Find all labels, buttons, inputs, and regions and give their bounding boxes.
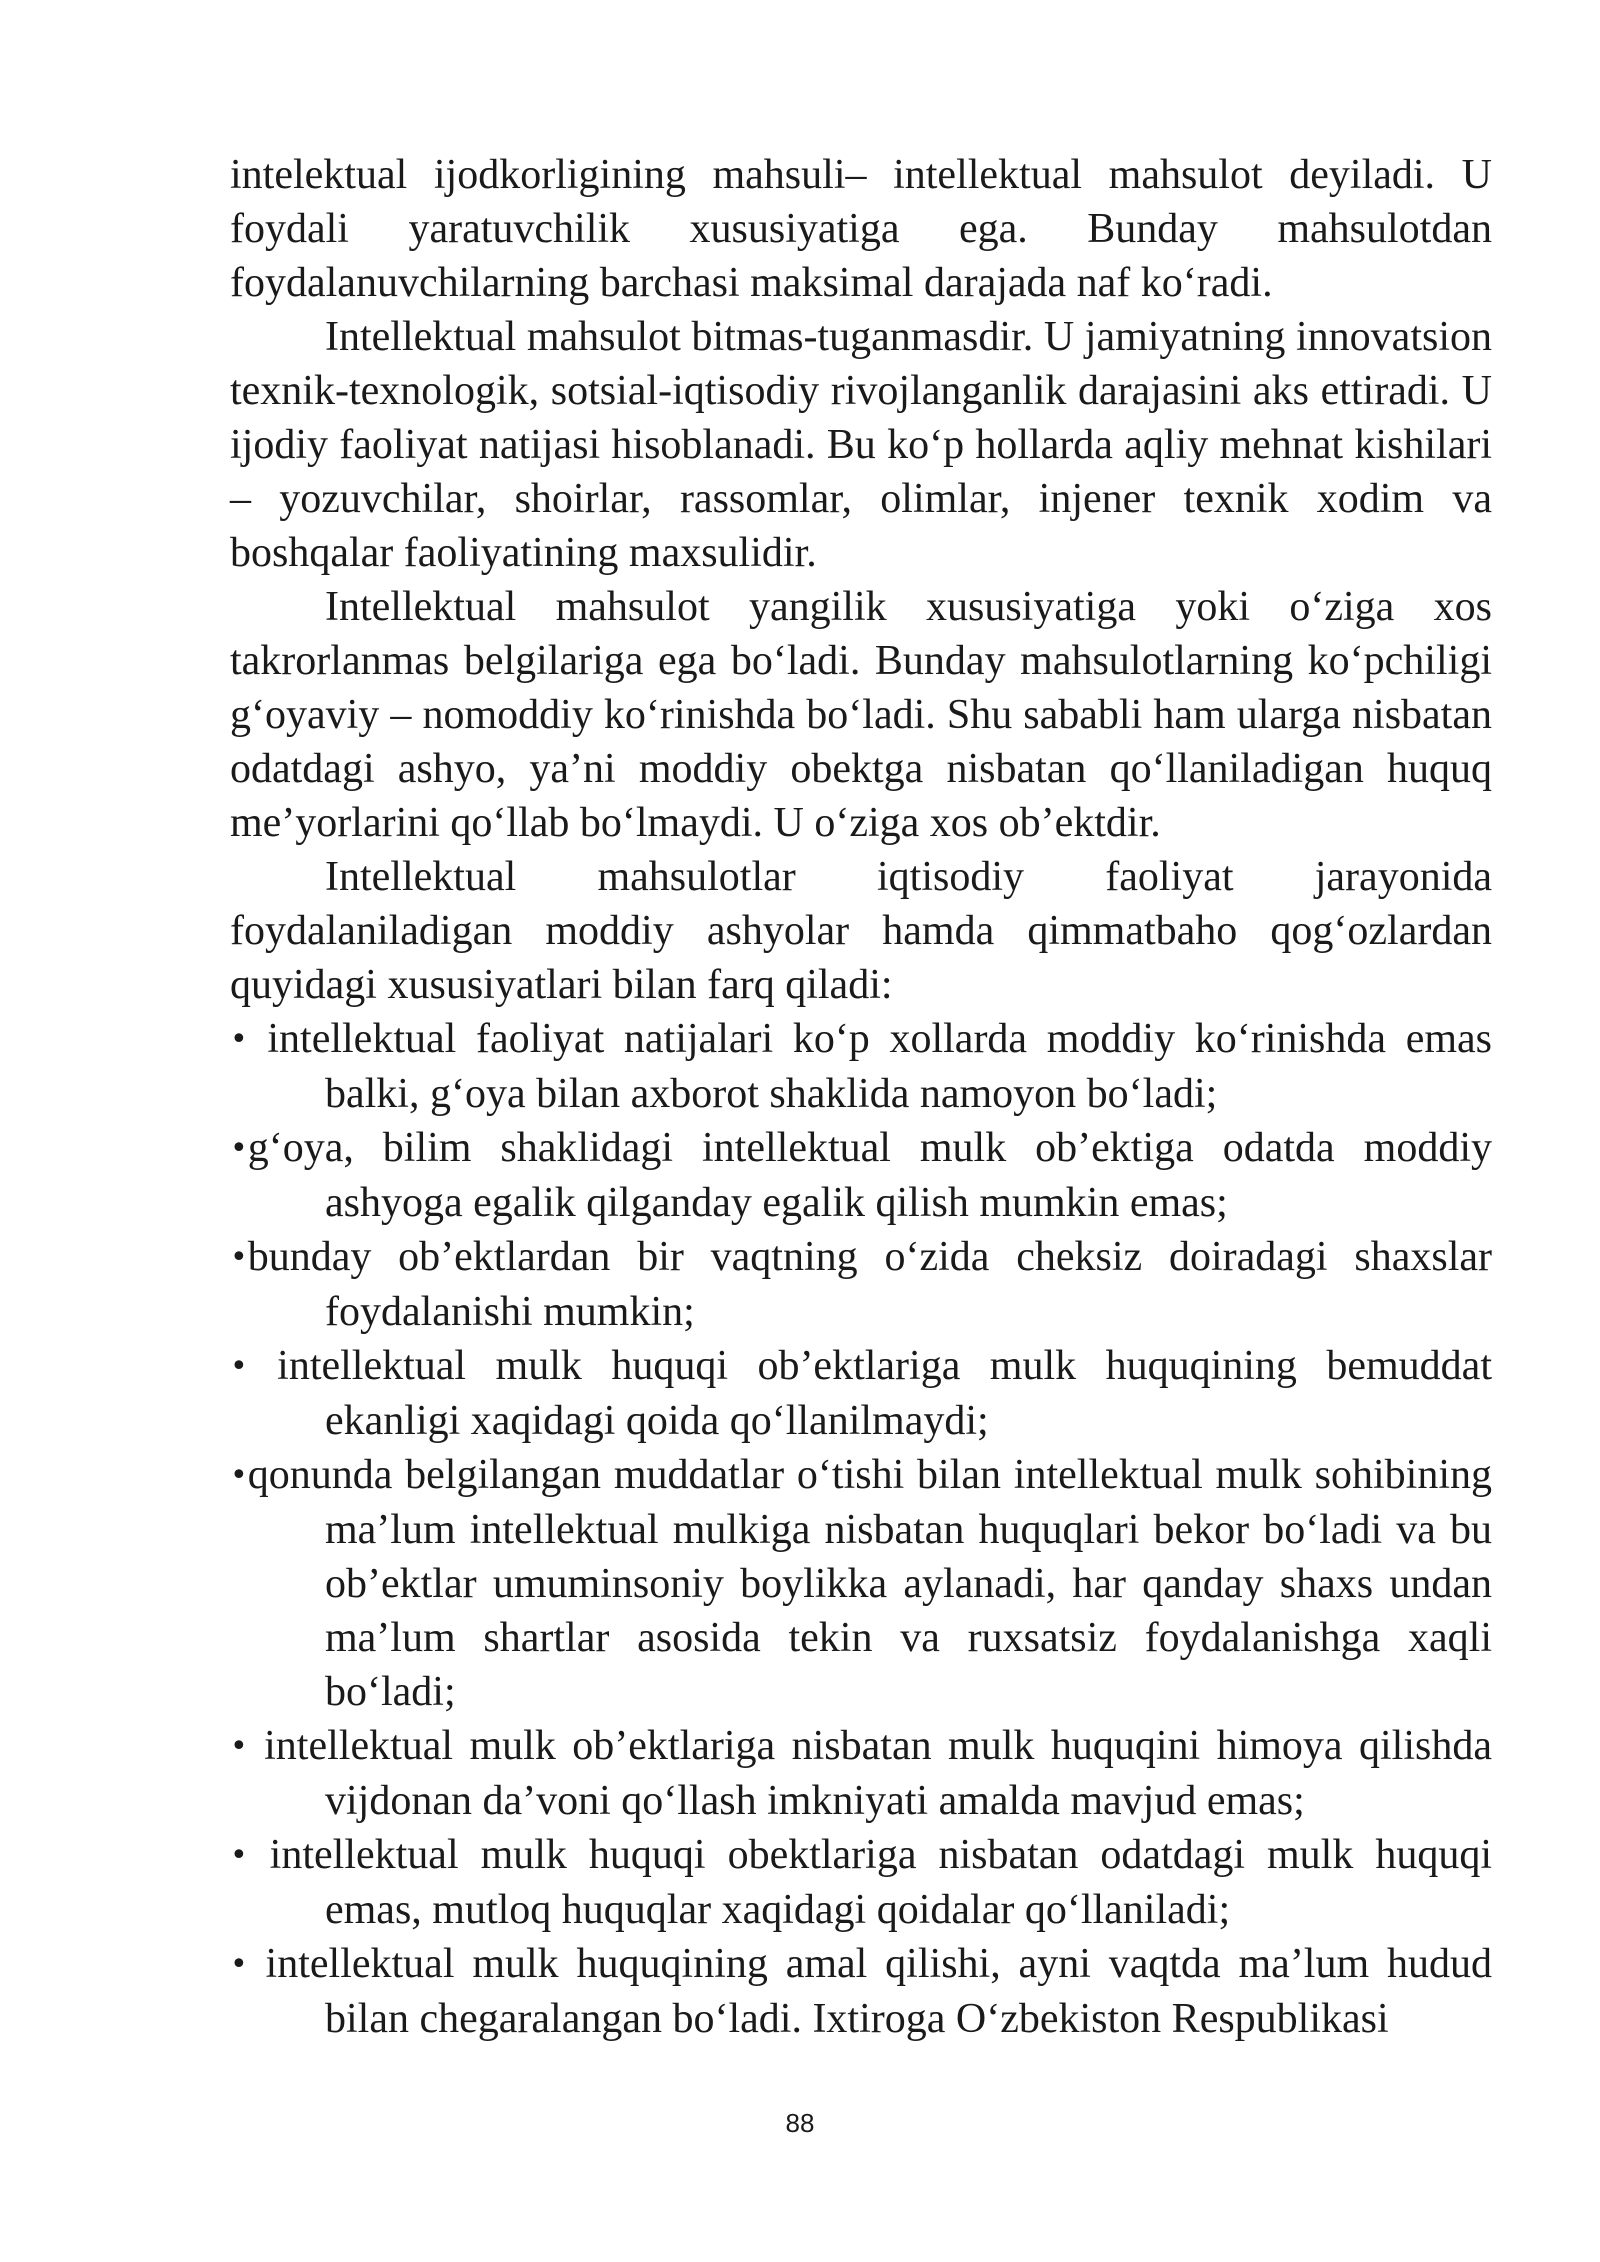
bullet-icon: • (230, 1349, 248, 1384)
bullet-icon: • (230, 1240, 248, 1275)
list-item: •bunday ob’ektlardan bir vaqtning o‘zida cheksiz doiradagi shaxslar foydalanishi mumkin; (230, 1234, 1492, 1335)
paragraph-intro: intelektual ijodkorligining mahsuli– intellektual mahsulot deyiladi. U foydali yaratuvchilik xususiyatiga ega. Bunday mahsulotdan foydalanuvchilarning barchasi maksimal darajada naf ko‘radi. (230, 152, 1492, 306)
bullet-icon: • (230, 1458, 248, 1493)
list-item: • intellektual mulk ob’ektlariga nisbatan mulk huquqini himoya qilishda vijdonan da’voni qo‘llash imkniyati amalda mavjud emas; (230, 1723, 1492, 1824)
paragraph-differences: Intellektual mahsulotlar iqtisodiy faoliyat jarayonida foydalaniladigan moddiy ashyolar hamda qimmatbaho qog‘ozlardan quyidagi xususiyatlari bilan farq qiladi: (230, 854, 1492, 1008)
paragraph-novelty: Intellektual mahsulot yangilik xususiyatiga yoki o‘ziga xos takrorlanmas belgilariga ega bo‘ladi. Bunday mahsulotlarning ko‘pchiligi g‘oyaviy – nomoddiy ko‘rinishda bo‘ladi. Shu sababli ham ularga nisbatan odatdagi ashyo, ya’ni moddiy obektga nisbatan qo‘llaniladigan huquq me’yorlarini qo‘llab bo‘lmaydi. U o‘ziga xos ob’ektdir. (230, 584, 1492, 846)
list-item: •g‘oya, bilim shaklidagi intellektual mulk ob’ektiga odatda moddiy ashyoga egalik qilganday egalik qilish mumkin emas; (230, 1125, 1492, 1226)
list-item: • intellektual mulk huquqi ob’ektlariga mulk huquqining bemuddat ekanligi xaqidagi qoida qo‘llanilmaydi; (230, 1343, 1492, 1444)
bullet-icon: • (230, 1729, 248, 1764)
list-item: • intellektual faoliyat natijalari ko‘p xollarda moddiy ko‘rinishda emas balki, g‘oya bilan axborot shaklida namoyon bo‘ladi; (230, 1016, 1492, 1117)
properties-list (230, 1012, 1492, 2046)
list-item: •qonunda belgilangan muddatlar o‘tishi bilan intellektual mulk sohibining ma’lum intellektual mulkiga nisbatan huquqlari bekor bo‘ladi va bu ob’ektlar umuminsoniy boylikka aylanadi, har qanday shaxs undan ma’lum shartlar asosida tekin va ruxsatsiz foydalanishga xaqli bo‘ladi; (230, 1452, 1492, 1715)
bullet-icon: • (230, 1022, 248, 1057)
bullet-icon: • (230, 1947, 248, 1982)
bullet-icon: • (230, 1131, 248, 1166)
page-number: 88 (785, 2108, 815, 2138)
list-item: • intellektual mulk huquqining amal qilishi, ayni vaqtda ma’lum hudud bilan chegaralangan bo‘ladi. Ixtiroga O‘zbekiston Respublikasi (230, 1941, 1492, 2042)
bullet-icon: • (230, 1838, 248, 1873)
document-page (230, 148, 1492, 2046)
paragraph-intellectual-product: Intellektual mahsulot bitmas-tuganmasdir. U jamiyatning innovatsion texnik-texnologik, sotsial-iqtisodiy rivojlanganlik darajasini aks ettiradi. U ijodiy faoliyat natijasi hisoblanadi. Bu ko‘p hollarda aqliy mehnat kishilari – yozuvchilar, shoirlar, rassomlar, olimlar, injener texnik xodim va boshqalar faoliyatining maxsulidir. (230, 314, 1492, 576)
list-item: • intellektual mulk huquqi obektlariga nisbatan odatdagi mulk huquqi emas, mutloq huquqlar xaqidagi qoidalar qo‘llaniladi; (230, 1832, 1492, 1933)
